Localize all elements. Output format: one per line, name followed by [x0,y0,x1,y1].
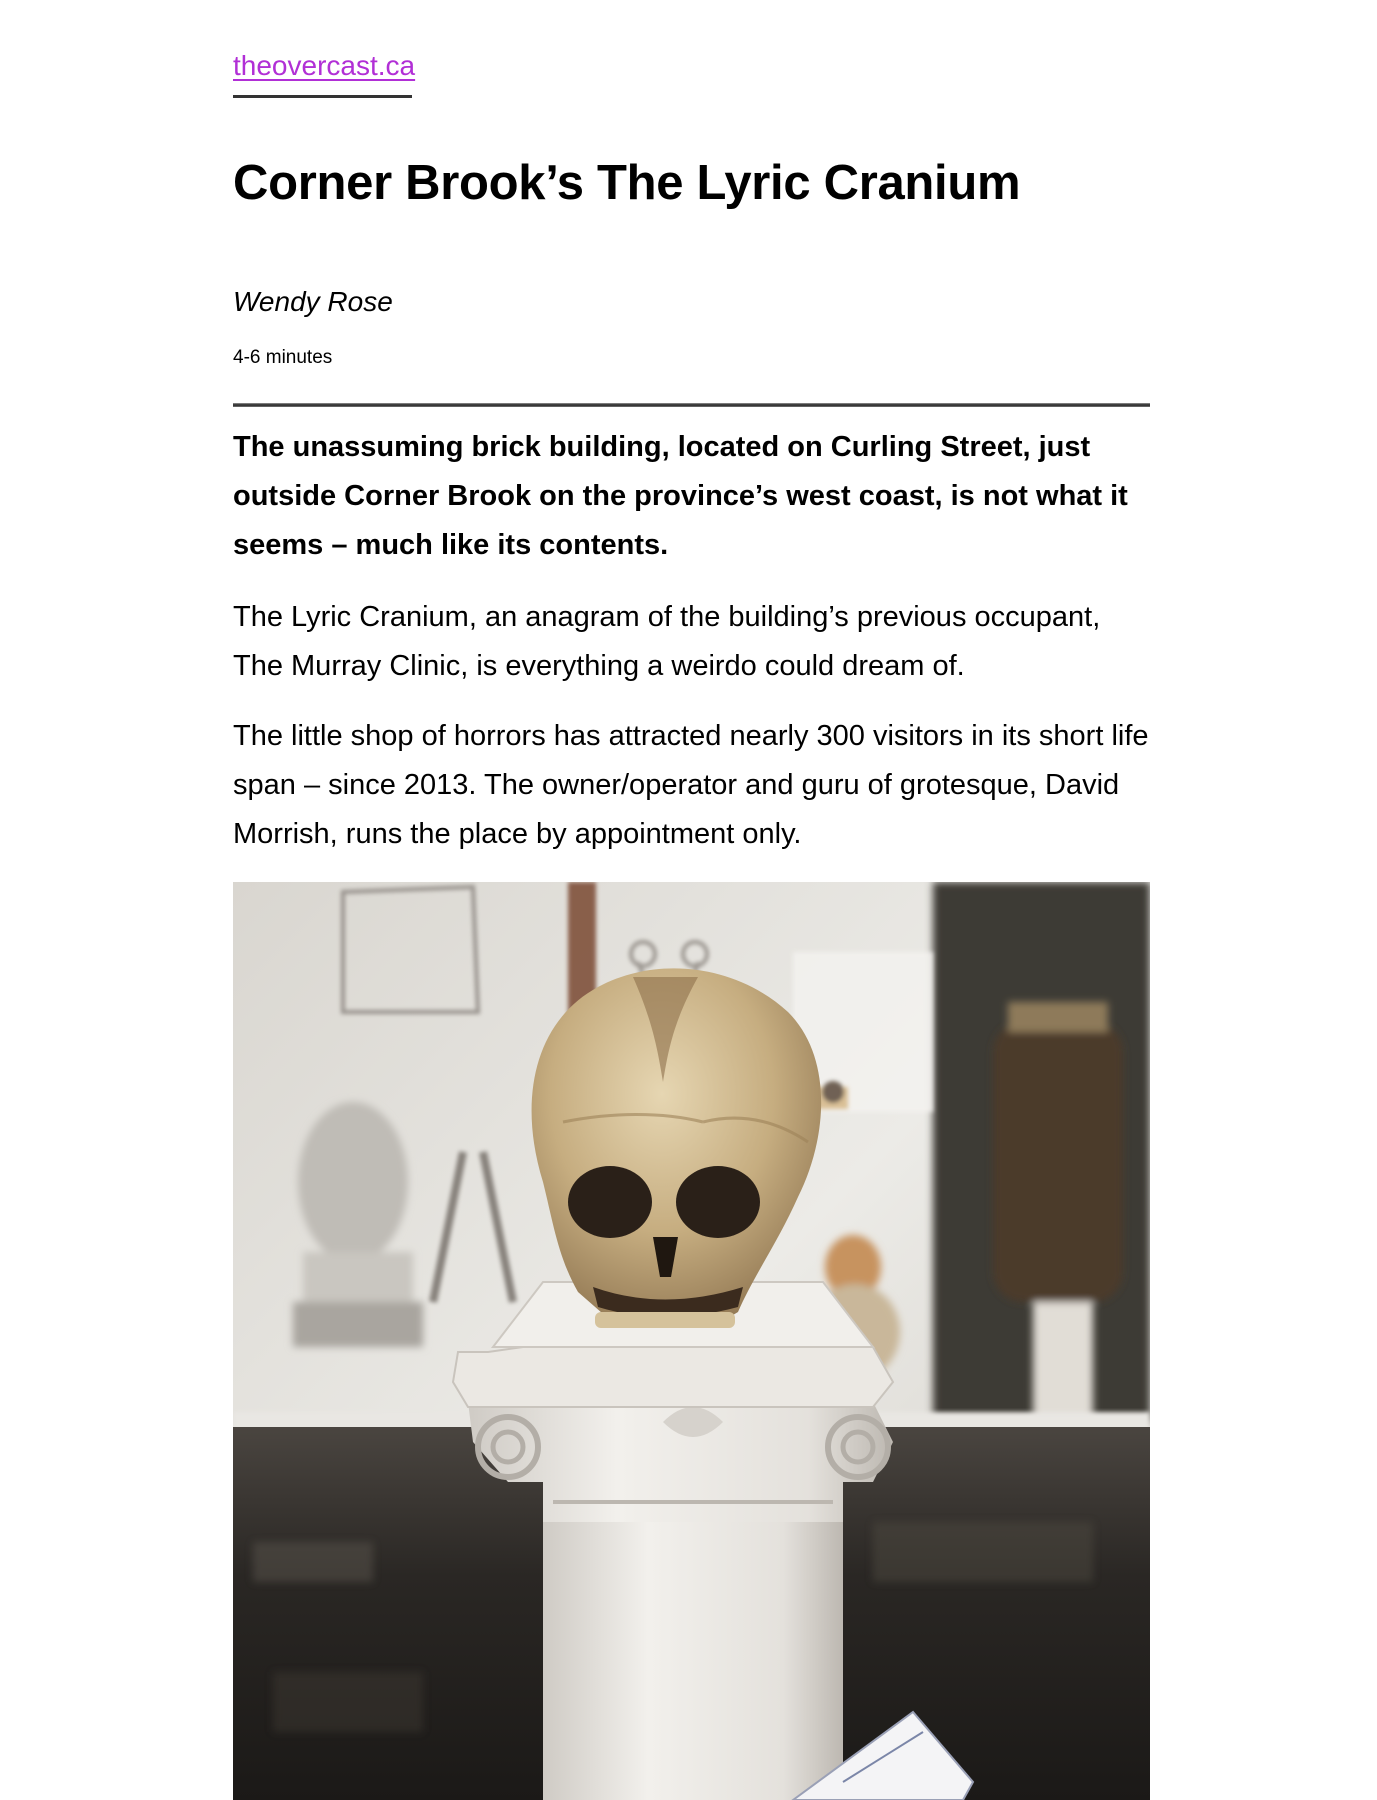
read-time: 4-6 minutes [233,347,333,368]
article-title: Corner Brook’s The Lyric Cranium [233,156,1021,210]
lead-paragraph: The unassuming brick building, located on Curling Street, just outside Corner Brook on the province’s west coast, is not what it seems – much like its contents. [233,431,1128,561]
site-link[interactable]: theovercast.ca [233,50,416,81]
article-photo [233,882,1150,1800]
header-divider [233,403,1150,407]
site-link-rule [233,95,412,98]
body-paragraph: The little shop of horrors has attracted nearly 300 visitors in its short life span – since 2013. The owner/operator and guru of grotesque, David Morrish, runs the place by appointment only. [233,720,1149,850]
skull-photo-illustration [233,882,1150,1800]
body-paragraph: The Lyric Cranium, an anagram of the building’s previous occupant, The Murray Clinic, is everything a weirdo could dream of. [233,601,1101,682]
article-author: Wendy Rose [233,286,393,317]
